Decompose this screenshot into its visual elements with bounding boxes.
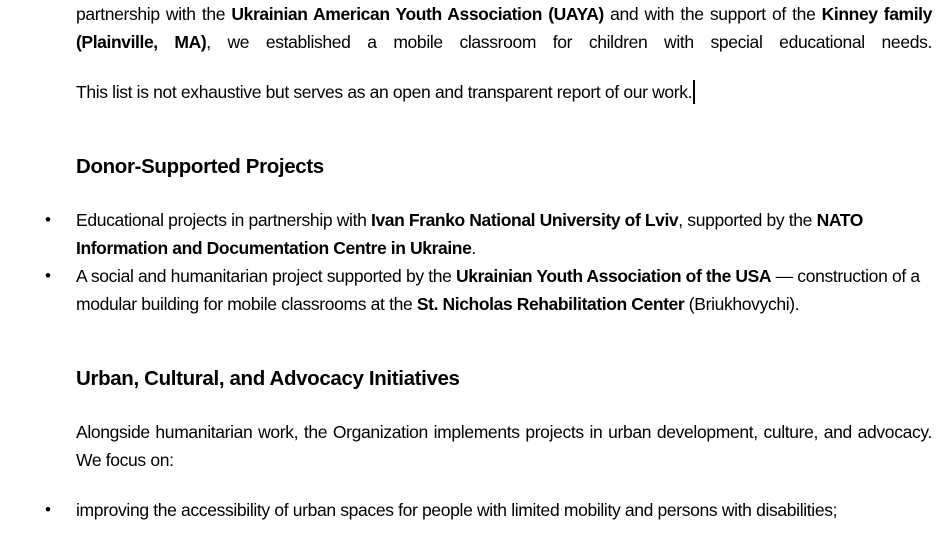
- org-name-uaya: Ukrainian American Youth Association (UAYA): [231, 4, 604, 24]
- donor-project-list: [0, 206, 950, 318]
- text-run: This list is not exhaustive but serves as an open and transparent report of our work.: [76, 82, 693, 102]
- list-item: [0, 262, 932, 318]
- section-heading-donor: Donor-Supported Projects: [76, 155, 324, 178]
- text-run: partnership with the: [76, 4, 232, 24]
- text-run: Educational projects in partnership with: [76, 210, 371, 230]
- urban-intro-paragraph: Alongside humanitarian work, the Organization implements projects in urban development, culture, and advocacy. We focus on:: [76, 422, 932, 470]
- text-run: — construction of a modular building for mobile classrooms at the: [76, 266, 920, 314]
- text-run: and with the support of the: [603, 4, 822, 24]
- text-cursor: [693, 80, 695, 104]
- list-item: [0, 206, 932, 262]
- text-run: .: [471, 238, 476, 258]
- org-name: NATO Information and Documentation Centre in Ukraine: [76, 210, 863, 258]
- list-item: [0, 496, 932, 524]
- text-run: , supported by the: [678, 210, 817, 230]
- bullet: •: [45, 210, 51, 229]
- org-name: Ukrainian Youth Association of the USA: [456, 266, 772, 286]
- intro-paragraph-continued: [76, 0, 932, 56]
- text-run: (Briukhovychi).: [684, 294, 800, 314]
- org-name: St. Nicholas Rehabilitation Center: [416, 294, 685, 314]
- urban-focus-list: [0, 496, 950, 524]
- org-name: Ivan Franko National University of Lviv: [371, 210, 679, 230]
- text-run: , we established a mobile classroom for children with special educational needs.: [206, 32, 932, 52]
- text-run: A social and humanitarian project supported by the: [76, 266, 457, 286]
- donor-name-kinney: Kinney family (Plainville, MA): [76, 4, 932, 52]
- bullet: •: [45, 266, 51, 285]
- bullet: •: [45, 500, 51, 519]
- section-heading-urban: Urban, Cultural, and Advocacy Initiatives: [76, 367, 460, 390]
- report-note-paragraph[interactable]: [76, 78, 932, 106]
- text-run: improving the accessibility of urban spaces for people with limited mobility and persons with disabilities;: [76, 500, 838, 520]
